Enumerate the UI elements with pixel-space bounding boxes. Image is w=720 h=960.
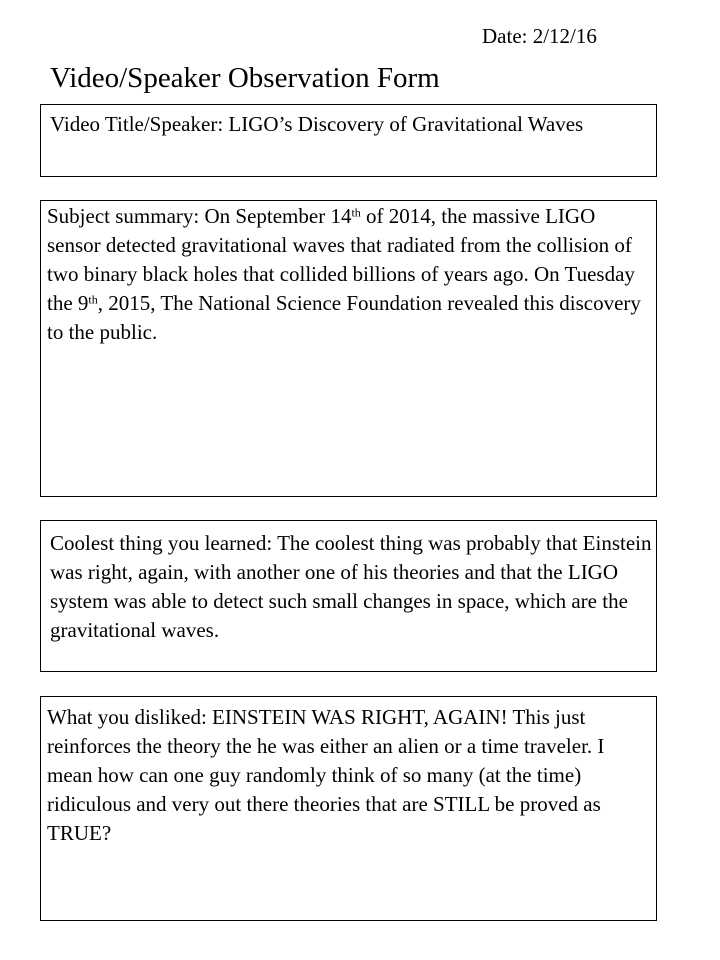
summary-part-1: Subject summary: On September 14 [47,204,352,228]
summary-part-2: of 2014, the massive LIGO sensor detected gravitational waves that radiated from the collision of two binary black holes that collided billions of years ago. On Tuesday the 9 [47,204,635,315]
subject-summary-text [47,202,650,347]
date-label: Date: 2/12/16 [482,24,597,48]
coolest-thing-box [40,520,657,672]
disliked-box [40,696,657,921]
summary-superscript-1: th [351,205,361,220]
summary-superscript-2: th [88,292,98,307]
disliked-text: What you disliked: EINSTEIN WAS RIGHT, AGAIN! This just reinforces the theory the he was either an alien or a time traveler. I mean how can one guy randomly think of so many (at the time) ridiculous and very out there theories that are STILL be proved as TRUE? [47,705,605,845]
summary-part-3: , 2015, The National Science Foundation revealed this discovery to the public. [47,291,641,344]
subject-summary-box [40,200,657,497]
coolest-thing-text: Coolest thing you learned: The coolest thing was probably that Einstein was right, again, with another one of his theories and that the LIGO system was able to detect such small changes in space, which are the gravitational waves. [50,531,652,642]
video-title-box [40,104,657,177]
form-title: Video/Speaker Observation Form [50,62,440,94]
video-title-text: Video Title/Speaker: LIGO’s Discovery of Gravitational Waves [50,112,584,136]
